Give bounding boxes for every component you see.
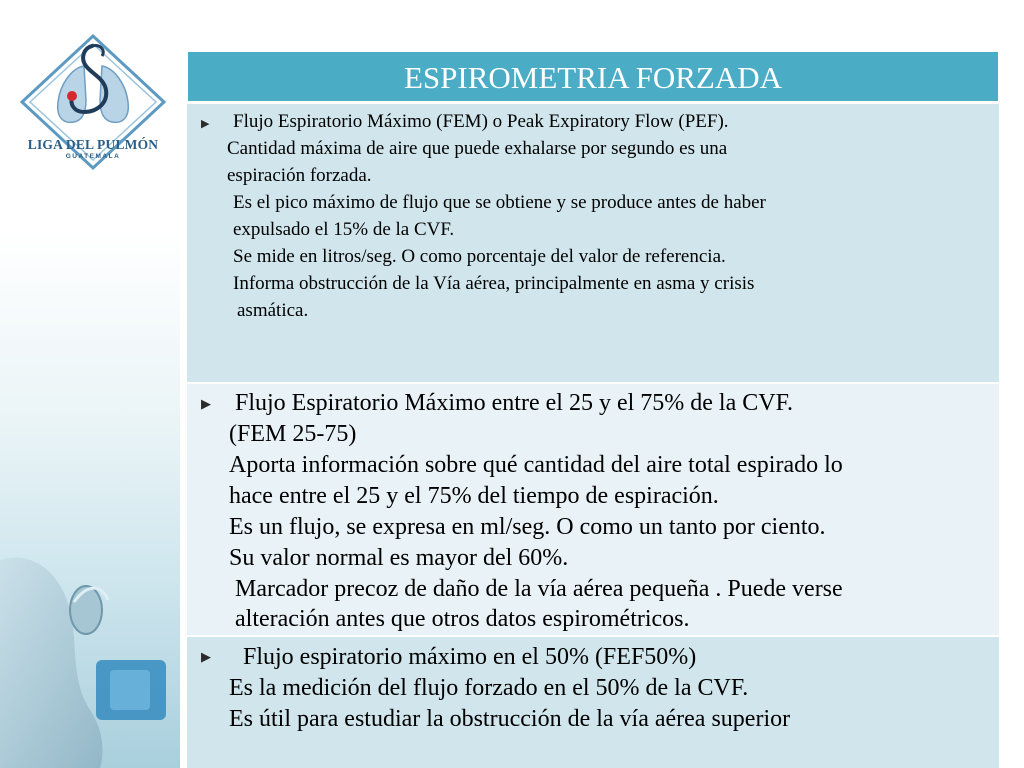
text-line: Informa obstrucción de la Vía aérea, principalmente en asma y crisis xyxy=(233,273,755,294)
text-line: Es un flujo, se expresa en ml/seg. O como un tanto por ciento. xyxy=(229,514,826,540)
text-line: Se mide en litros/seg. O como porcentaje del valor de referencia. xyxy=(233,246,726,267)
patient-spirometer-photo xyxy=(0,540,180,768)
text-line: espiración forzada. xyxy=(227,165,372,186)
text-line: Cantidad máxima de aire que puede exhalarse por segundo es una xyxy=(227,138,728,159)
content-table xyxy=(187,51,999,732)
text-line: expulsado el 15% de la CVF. xyxy=(233,219,455,240)
bullet-arrow-icon: ▶ xyxy=(201,396,211,411)
section-fef50 xyxy=(187,635,999,768)
text-line: Flujo espiratorio máximo en el 50% (FEF50%) xyxy=(243,644,697,670)
text-line: asmática. xyxy=(237,300,309,321)
text-line: Su valor normal es mayor del 60%. xyxy=(229,545,569,571)
text-line: Es la medición del flujo forzado en el 50% de la CVF. xyxy=(229,675,749,701)
text-line: Flujo Espiratorio Máximo (FEM) o Peak Expiratory Flow (PEF). xyxy=(233,111,729,132)
section-fem-25-75 xyxy=(187,382,999,635)
bullet-arrow-icon: ▶ xyxy=(201,118,210,130)
text-line: hace entre el 25 y el 75% del tiempo de espiración. xyxy=(229,483,719,509)
text-line: Marcador precoz de daño de la vía aérea pequeña . Puede verse xyxy=(235,576,843,602)
bullet-arrow-icon: ▶ xyxy=(201,649,211,664)
slide-title: ESPIROMETRIA FORZADA xyxy=(187,51,999,102)
text-line: Es útil para estudiar la obstrucción de la vía aérea superior xyxy=(229,706,791,732)
left-decorative-panel xyxy=(0,0,180,768)
section-fem-pef xyxy=(187,102,999,382)
text-line: Es el pico máximo de flujo que se obtiene y se produce antes de haber xyxy=(233,192,766,213)
text-line: Flujo Espiratorio Máximo entre el 25 y el 75% de la CVF. xyxy=(235,390,793,416)
liga-del-pulmon-logo xyxy=(14,32,172,172)
text-line: (FEM 25-75) xyxy=(229,421,357,447)
text-line: Aporta información sobre qué cantidad del aire total espirado lo xyxy=(229,452,843,478)
logo-name: LIGA DEL PULMÓN xyxy=(27,137,159,152)
logo-subtitle: GUATEMALA xyxy=(65,153,121,160)
text-line: alteración antes que otros datos espirométricos. xyxy=(235,606,690,632)
